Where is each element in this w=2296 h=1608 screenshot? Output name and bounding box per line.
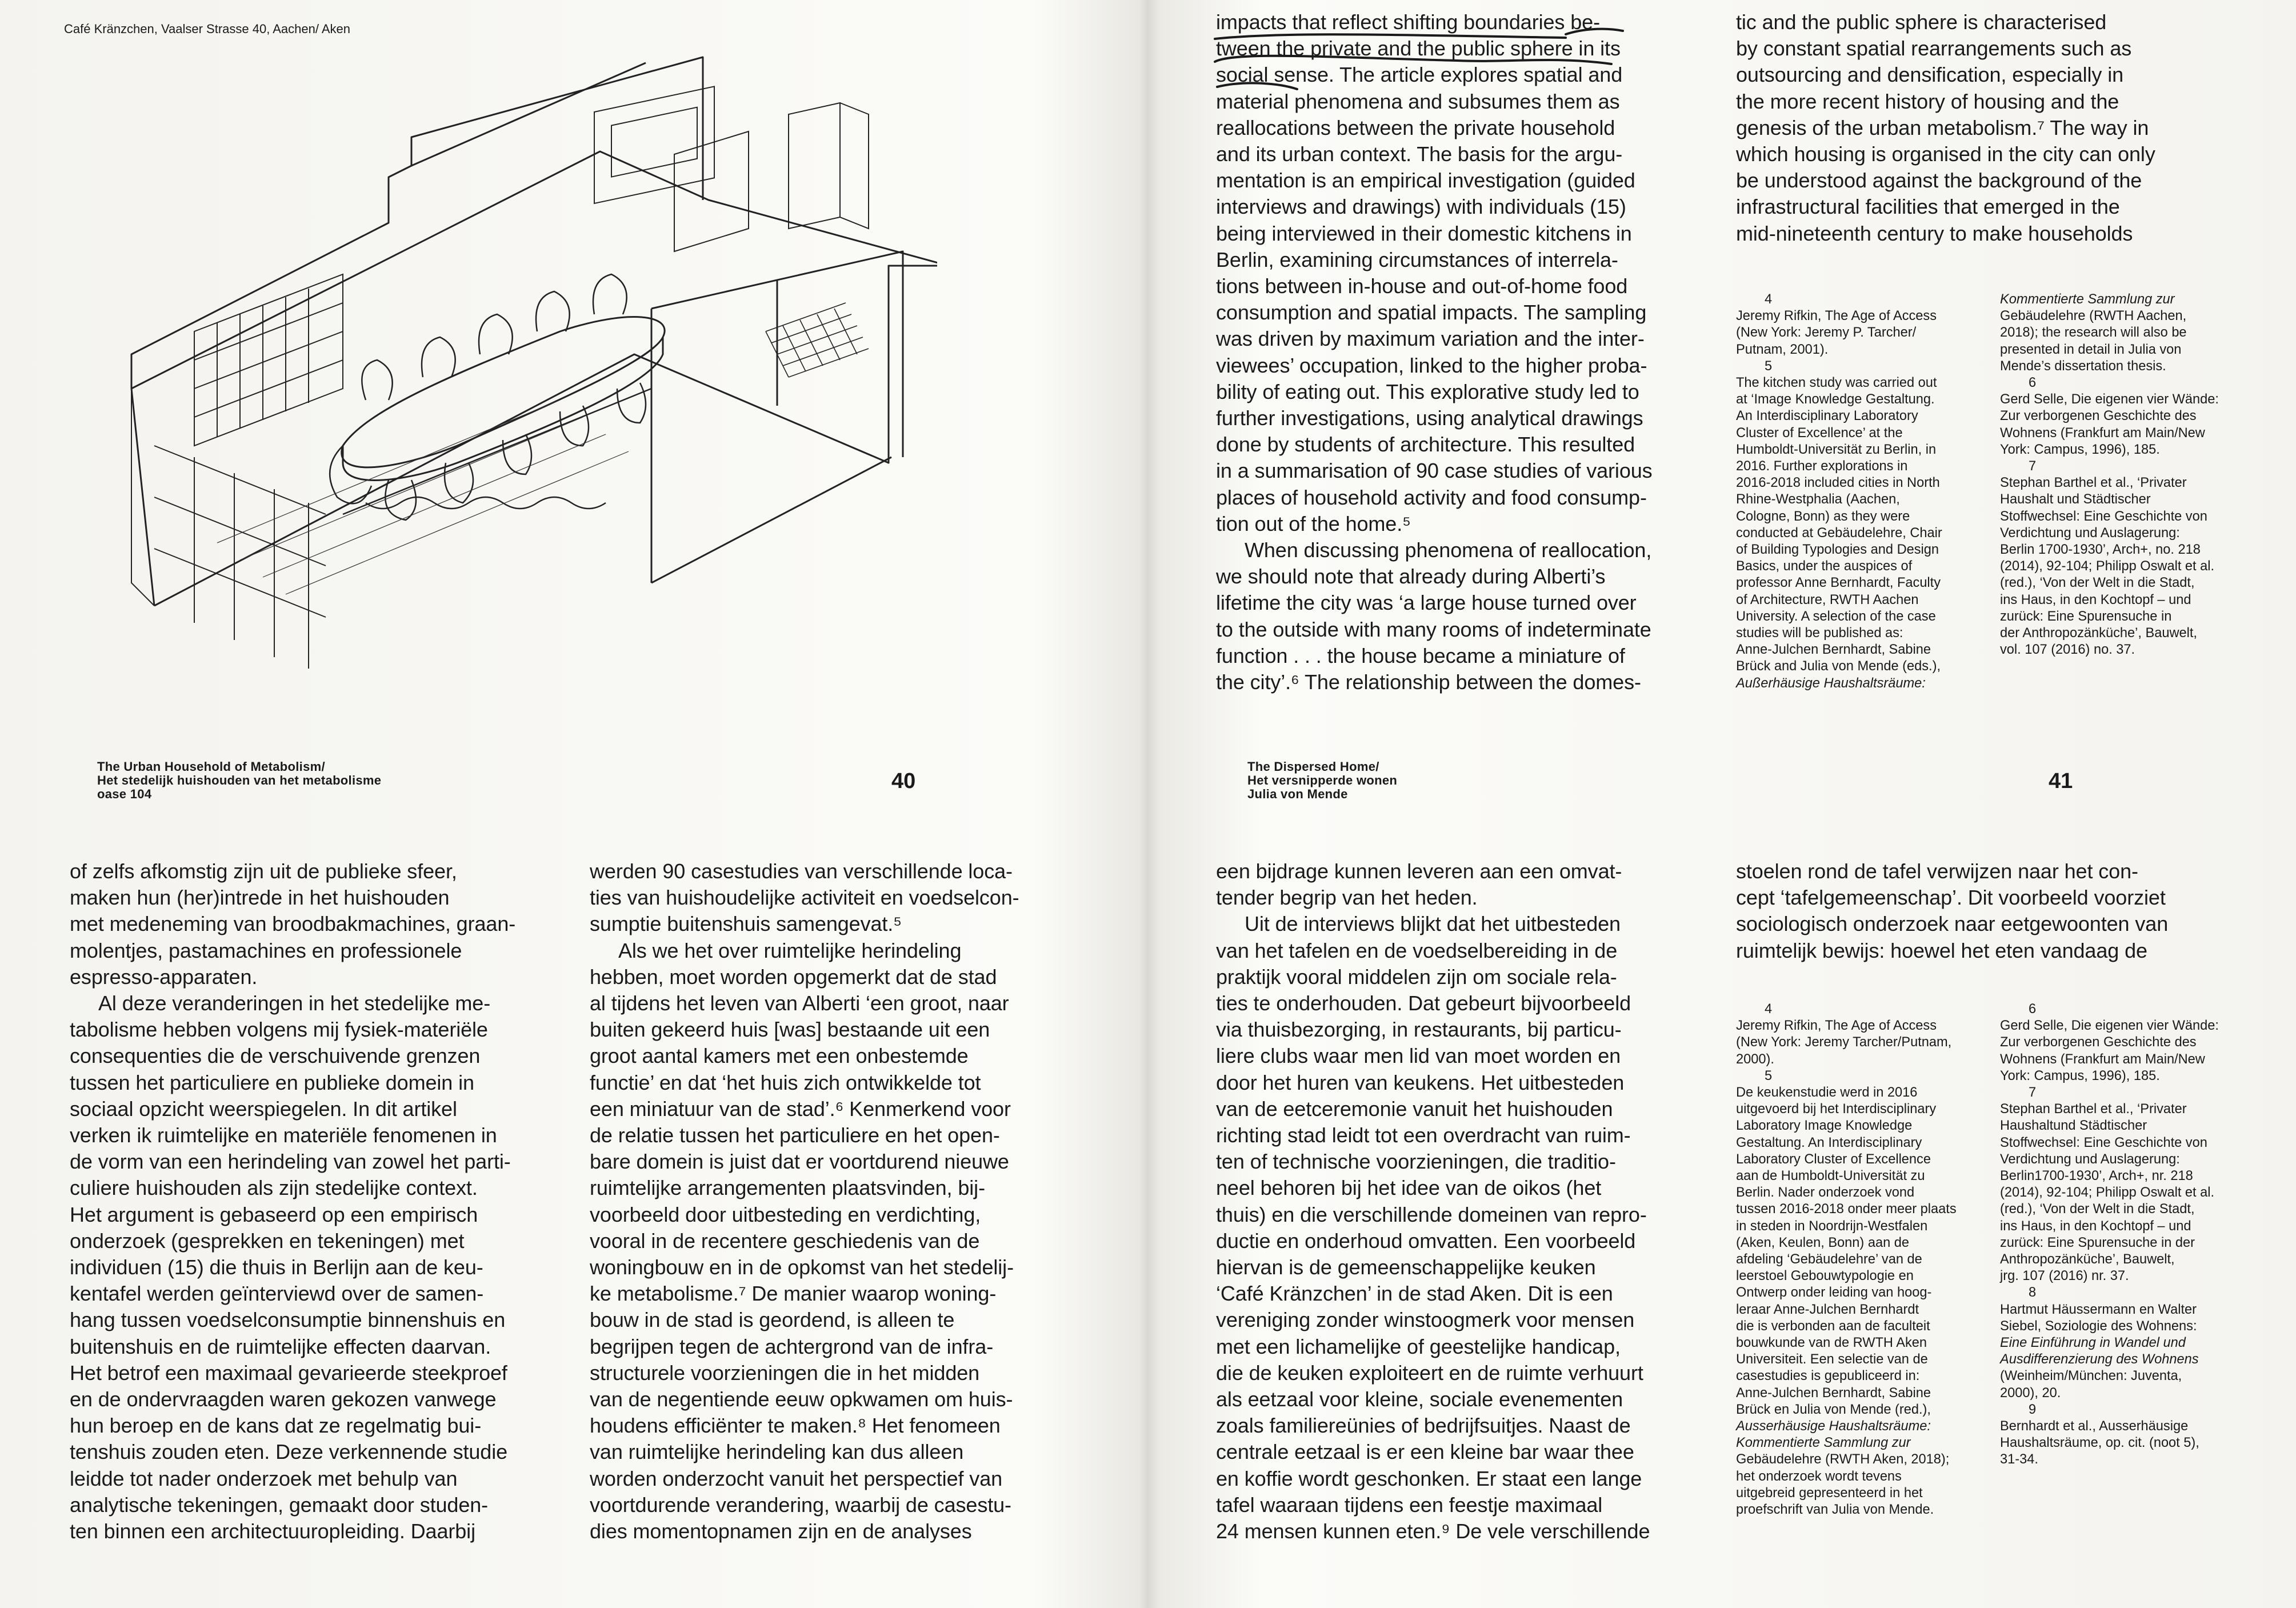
text-line: tion out of the home.⁵ — [1216, 511, 1411, 535]
text-line: tions between in-house and out-of-home food — [1216, 274, 1628, 298]
english-column-1 — [1216, 9, 1653, 695]
footnote-line: Berlin1700-1930’, Arch+, nr. 218 — [2000, 1169, 2193, 1184]
text-line: Het argument is gebaseerd op een empirisch — [70, 1202, 478, 1226]
text-line: begrijpen tegen de achtergrond van de infra- — [590, 1334, 994, 1358]
footnote-line: Cologne, Bonn) as they were — [1736, 509, 1910, 524]
footnote-line: (Weinheim/München: Juventa, — [2000, 1369, 2182, 1384]
footnote-line: ins Haus, in den Kochtopf – und — [2000, 1218, 2191, 1234]
text-line: neel behoren bij het idee van de oikos (het — [1216, 1176, 1602, 1200]
dutch-column-2 — [590, 858, 1019, 1545]
text-line: vooral in de recentere geschiedenis van de — [590, 1229, 980, 1253]
footnote-line: 2016. Further explorations in — [1736, 459, 1908, 474]
footnote-line: professor Anne Bernhardt, Faculty — [1736, 575, 1941, 591]
footnote-line: Zur verborgenen Geschichte des — [2000, 1035, 2197, 1050]
footnote-line: Mende’s dissertation thesis. — [2000, 358, 2166, 374]
footnote-line: 2016-2018 included cities in North — [1736, 475, 1940, 491]
text-line: be understood against the background of the — [1736, 169, 2142, 193]
text-line: via thuisbezorging, in restaurants, bij particu- — [1216, 1018, 1622, 1042]
nl-footnotes-col2 — [2000, 1001, 2219, 1469]
footnote-line: Verdichtung und Auslagerung: — [2000, 525, 2180, 541]
footnote-line: (red.), ‘Von der Welt in die Stadt, — [2000, 1202, 2195, 1217]
footnote-line: Kommentierte Sammlung zur — [2000, 292, 2175, 307]
footnote-number: 9 — [2029, 1402, 2037, 1417]
footnote-line: die is verbonden aan de faculteit — [1736, 1318, 1930, 1334]
text-line: hang tussen voedselconsumptie binnenshuis en — [70, 1308, 506, 1332]
text-line: onderzoek (gesprekken en tekeningen) met — [70, 1229, 465, 1253]
text-line: kentafel werden geïnterviewd over de samen- — [70, 1282, 484, 1306]
text-line: al tijdens het leven van Alberti ‘een groot, naar — [590, 991, 1009, 1015]
text-line: ten binnen een architectuuropleiding. Daarbij — [70, 1519, 475, 1543]
footnote-line: Siebel, Soziologie des Wohnens: — [2000, 1318, 2197, 1334]
text-line: and its urban context. The basis for the argu- — [1216, 142, 1623, 166]
text-line: bouw in de stad is geordend, is alleen te — [590, 1308, 955, 1332]
footnote-line: Laboratory Image Knowledge — [1736, 1118, 1913, 1134]
text-line: was driven by maximum variation and the inter- — [1216, 327, 1645, 351]
text-line: mid-nineteenth century to make households — [1736, 221, 2133, 245]
text-line: van ruimtelijke herindeling kan dus alleen — [590, 1440, 964, 1464]
text-line: thuis) en die verschillende domeinen van repro- — [1216, 1202, 1647, 1226]
text-line: stoelen rond de tafel verwijzen naar het con- — [1736, 859, 2138, 883]
text-line: voortdurende verandering, waarbij de casestu- — [590, 1493, 1011, 1517]
text-line: consequenties die de verschuivende grenzen — [70, 1044, 481, 1068]
footnote-number: 8 — [2029, 1285, 2037, 1301]
footnote-line: (red.), ‘Von der Welt in die Stadt, — [2000, 575, 2195, 591]
text-line: van het tafelen en de voedselbereiding in de — [1216, 938, 1618, 962]
text-line: door het huren van keukens. Het uitbesteden — [1216, 1070, 1625, 1094]
footnote-line: Jeremy Rifkin, The Age of Access — [1736, 309, 1937, 324]
page40-caption — [97, 760, 381, 801]
header-location: Café Kränzchen, Vaalser Strasse 40, Aachen/ Aken — [64, 22, 351, 36]
footnote-line: Jeremy Rifkin, The Age of Access — [1736, 1018, 1937, 1034]
footnote-line: Gerd Selle, Die eigenen vier Wände: — [2000, 392, 2219, 407]
text-line: met een lichamelijke of geestelijke handicap, — [1216, 1334, 1621, 1358]
text-line: praktijk vooral middelen zijn om sociale rela- — [1216, 965, 1617, 989]
text-line: richting stad leidt tot een overdracht van ruim- — [1216, 1123, 1631, 1147]
text-line: impacts that reflect shifting boundaries be- — [1216, 10, 1600, 34]
text-line: ties te onderhouden. Dat gebeurt bijvoorbeeld — [1216, 991, 1631, 1015]
footnote-line: zurück: Eine Spurensuche in der — [2000, 1235, 2195, 1250]
footnote-line: Brück en Julia von Mende (red.), — [1736, 1402, 1931, 1417]
text-line: van de negentiende eeuw opkwamen om huis- — [590, 1387, 1013, 1411]
footnote-line: leraar Anne-Julchen Bernhardt — [1736, 1302, 1919, 1317]
footnote-line: Wohnens (Frankfurt am Main/New — [2000, 1051, 2205, 1067]
text-line: individuen (15) die thuis in Berlijn aan de keu- — [70, 1255, 483, 1279]
text-line: structurele voorzieningen die in het midden — [590, 1361, 980, 1385]
text-line: ke metabolisme.⁷ De manier waarop woning- — [590, 1282, 997, 1306]
footnote-line: in steden in Noordrijn-Westfalen — [1736, 1218, 1928, 1234]
footnote-line: Stoffwechsel: Eine Geschichte von — [2000, 509, 2207, 524]
footnote-line: Bernhardt et al., Ausserhäusige — [2000, 1419, 2189, 1434]
text-line: espresso-apparaten. — [70, 965, 258, 989]
page-number-41: 41 — [2049, 769, 2073, 793]
text-line: tussen het particuliere en publieke domein in — [70, 1070, 474, 1094]
text-line: further investigations, using analytical drawings — [1216, 406, 1643, 430]
text-line: maken hun (her)intrede in het huishouden — [70, 886, 450, 910]
footnote-line: jrg. 107 (2016) nr. 37. — [2000, 1269, 2129, 1284]
text-line: vereniging zonder winstoogmerk voor mensen — [1216, 1308, 1635, 1332]
footnote-line: (New York: Jeremy Tarcher/Putnam, — [1736, 1035, 1952, 1050]
text-line: centrale eetzaal is er een kleine bar waar thee — [1216, 1440, 1634, 1464]
text-line: de relatie tussen het particuliere en het open- — [590, 1123, 1000, 1147]
footnote-line: Humboldt-Universität zu Berlin, in — [1736, 442, 1937, 457]
text-line: bility of eating out. This explorative study led to — [1216, 379, 1639, 403]
text-line: reallocations between the private household — [1216, 115, 1615, 139]
text-line: sociaal opzicht weerspiegelen. In dit artikel — [70, 1097, 457, 1121]
dutch-column-4 — [1736, 858, 2168, 964]
text-line: the more recent history of housing and the — [1736, 89, 2119, 113]
footnote-line: zurück: Eine Spurensuche in — [2000, 609, 2172, 624]
footnote-line: Gestaltung. An Interdisciplinary — [1736, 1135, 1922, 1150]
footnote-line: The kitchen study was carried out — [1736, 375, 1937, 391]
text-line: by constant spatial rearrangements such as — [1736, 37, 2132, 61]
footnote-line: Berlin 1700-1930’, Arch+, no. 218 — [2000, 542, 2201, 558]
text-line: the city’.⁶ The relationship between the domes- — [1216, 670, 1641, 694]
footnote-line: Zur verborgenen Geschichte des — [2000, 409, 2197, 424]
footnote-line: Universiteit. Een selectie van de — [1736, 1352, 1928, 1367]
footnote-line: Stephan Barthel et al., ‘Privater — [2000, 1102, 2187, 1117]
footnote-line: Ausserhäusige Haushaltsräume: — [1736, 1419, 1931, 1434]
footnote-line: Anne-Julchen Bernhardt, Sabine — [1736, 642, 1931, 658]
footnote-number: 6 — [2029, 375, 2037, 391]
text-line: Berlin, examining circumstances of interrela- — [1216, 247, 1618, 271]
text-line: ruimtelijk bewijs: hoewel het eten vandaag de — [1736, 938, 2147, 962]
text-line: de vorm van een herindeling van zowel het parti- — [70, 1150, 511, 1174]
footnote-line: Eine Einführung in Wandel und — [2000, 1335, 2186, 1351]
text-line: material phenomena and subsumes them as — [1216, 89, 1620, 113]
footnote-line: Laboratory Cluster of Excellence — [1736, 1151, 1931, 1167]
text-line: als eetzaal voor kleine, sociale evenementen — [1216, 1387, 1623, 1411]
footnote-line: 31-34. — [2000, 1452, 2038, 1467]
text-line: leidde tot nader onderzoek met behulp van — [70, 1466, 458, 1490]
footnote-number: 6 — [2029, 1002, 2037, 1017]
footnote-number: 4 — [1765, 1002, 1773, 1017]
footnote-line: der Anthropozänküche’, Bauwelt, — [2000, 626, 2197, 641]
text-line: en de ondervraagden waren gekozen vanwege — [70, 1387, 497, 1411]
text-line: of zelfs afkomstig zijn uit de publieke sfeer, — [70, 859, 457, 883]
footnote-line: Außerhäusige Haushaltsräume: — [1736, 675, 1926, 691]
footnote-number: 7 — [2029, 1085, 2037, 1101]
text-line: 24 mensen kunnen eten.⁹ De vele verschillende — [1216, 1519, 1650, 1543]
footnote-line: afdeling ‘Gebäudelehre’ van de — [1736, 1252, 1922, 1267]
text-line: to the outside with many rooms of indeterminate — [1216, 617, 1651, 641]
isometric-kitchen-drawing — [46, 11, 937, 720]
text-line: we should note that already during Alberti’s — [1216, 565, 1606, 589]
text-line: zoals familiereünies of bedrijfsuitjes. Naast de — [1216, 1414, 1631, 1438]
footnote-line: of Building Typologies and Design — [1736, 542, 1939, 558]
text-line: buitenshuis en de ruimtelijke effecten daarvan. — [70, 1334, 491, 1358]
text-line: outsourcing and densification, especially in — [1736, 63, 2124, 87]
english-column-2 — [1736, 9, 2155, 247]
en-footnotes-col2 — [2000, 291, 2219, 658]
footnote-line: (2014), 92-104; Philipp Oswalt et al. — [2000, 559, 2215, 574]
text-line: verken ik ruimtelijke en materiële fenomenen in — [70, 1123, 497, 1147]
footnote-number: 5 — [1765, 1068, 1773, 1083]
footnote-line: ins Haus, in den Kochtopf – und — [2000, 592, 2191, 607]
footnote-line: (Aken, Keulen, Bonn) aan de — [1736, 1235, 1909, 1250]
text-line: Al deze veranderingen in het stedelijke me- — [98, 991, 491, 1015]
footnote-line: presented in detail in Julia von — [2000, 342, 2182, 357]
caption-line: Het stedelijk huishouden van het metabolisme — [97, 773, 382, 787]
text-line: tender begrip van het heden. — [1216, 886, 1478, 910]
text-line: places of household activity and food consump- — [1216, 485, 1647, 509]
footnote-number: 4 — [1765, 292, 1773, 307]
text-line: ductie en onderhoud omvatten. Een voorbeeld — [1216, 1229, 1636, 1253]
text-line: Als we het over ruimtelijke herindeling — [618, 938, 962, 962]
footnote-line: Stephan Barthel et al., ‘Privater — [2000, 475, 2187, 491]
text-line: die de keuken exploiteert en de ruimte verhuurt — [1216, 1361, 1643, 1385]
text-line: woningbouw en in de opkomst van het stedelij- — [590, 1255, 1014, 1279]
footnote-line: An Interdisciplinary Laboratory — [1736, 409, 1918, 424]
footnote-line: aan de Humboldt-Universität zu — [1736, 1169, 1925, 1184]
footnote-line: De keukenstudie werd in 2016 — [1736, 1085, 1918, 1101]
footnote-line: Kommentierte Sammlung zur — [1736, 1435, 1911, 1451]
footnote-line: of Architecture, RWTH Aachen — [1736, 592, 1919, 607]
footnote-number: 7 — [2029, 459, 2037, 474]
footnote-line: University. A selection of the case — [1736, 609, 1936, 624]
footnote-line: Verdichtung und Auslagerung: — [2000, 1151, 2180, 1167]
caption-line: The Dispersed Home/ — [1247, 759, 1379, 774]
text-line: bare domein is juist dat er voortdurend nieuwe — [590, 1150, 1009, 1174]
footnote-line: Ausdifferenzierung des Wohnens — [2000, 1352, 2199, 1367]
footnote-line: Gebäudelehre (RWTH Aken, 2018); — [1736, 1452, 1950, 1467]
footnote-number: 5 — [1765, 358, 1773, 374]
text-line: groot aantal kamers met een onbestemde — [590, 1044, 969, 1068]
footnote-line: Gebäudelehre (RWTH Aachen, — [2000, 309, 2187, 324]
text-line: When discussing phenomena of reallocation, — [1245, 538, 1652, 562]
footnote-line: Haushaltund Städtischer — [2000, 1118, 2147, 1134]
dutch-column-3 — [1216, 858, 1650, 1545]
footnote-line: leerstoel Gebouwtypologie en — [1736, 1269, 1914, 1284]
text-line: een bijdrage kunnen leveren aan een omvat- — [1216, 859, 1622, 883]
text-line: function . . . the house became a miniature of — [1216, 643, 1625, 667]
text-line: cept ‘tafelgemeenschap’. Dit voorbeeld voorziet — [1736, 886, 2166, 910]
en-footnotes-col1 — [1736, 291, 1942, 692]
text-line: liere clubs waar men lid van moet worden en — [1216, 1044, 1621, 1068]
footnote-line: (2014), 92-104; Philipp Oswalt et al. — [2000, 1185, 2215, 1201]
footnote-line: 2000), 20. — [2000, 1385, 2061, 1401]
text-line: hun beroep en de kans dat ze regelmatig bui- — [70, 1414, 482, 1438]
footnote-line: studies will be published as: — [1736, 626, 1903, 641]
footnote-line: Hartmut Häussermann en Walter — [2000, 1302, 2197, 1317]
footnote-line: casestudies is gepubliceerd in: — [1736, 1369, 1920, 1384]
footnote-line: 2018); the research will also be — [2000, 325, 2187, 341]
text-line: ties van huishoudelijke activiteit en voedselcon- — [590, 886, 1019, 910]
footnote-line: Brück and Julia von Mende (eds.), — [1736, 659, 1941, 674]
text-line: which housing is organised in the city can only — [1736, 142, 2155, 166]
footnote-line: Stoffwechsel: Eine Geschichte von — [2000, 1135, 2207, 1150]
footnote-line: Wohnens (Frankfurt am Main/New — [2000, 425, 2205, 441]
text-line: molentjes, pastamachines en professionele — [70, 938, 462, 962]
text-line: functie’ en dat ‘het huis zich ontwikkelde tot — [590, 1070, 981, 1094]
footnote-line: bouwkunde van de RWTH Aken — [1736, 1335, 1927, 1351]
text-line: ten of technische voorzieningen, die traditio- — [1216, 1150, 1616, 1174]
text-line: ‘Café Kränzchen’ in de stad Aken. Dit is een — [1216, 1282, 1613, 1306]
text-line: mentation is an empirical investigation (guided — [1216, 169, 1635, 193]
page-number-40: 40 — [891, 769, 916, 793]
footnote-line: Haushalt und Städtischer — [2000, 492, 2151, 507]
text-line: met medeneming van broodbakmachines, graan- — [70, 912, 516, 936]
footnote-line: Basics, under the auspices of — [1736, 559, 1913, 574]
text-line: done by students of architecture. This resulted — [1216, 433, 1635, 457]
text-line: hiervan is de gemeenschappelijke keuken — [1216, 1255, 1596, 1279]
text-line: en koffie wordt geschonken. Er staat een lange — [1216, 1466, 1642, 1490]
caption-line: Het versnipperde wonen — [1247, 773, 1398, 787]
text-line: analytische tekeningen, gemaakt door studen- — [70, 1493, 489, 1517]
text-line: dies momentopnamen zijn en de analyses — [590, 1519, 972, 1543]
text-line: houdens efficiënter te maken.⁸ Het fenomeen — [590, 1414, 1001, 1438]
text-line: sociologisch onderzoek naar eetgewoonten van — [1736, 912, 2169, 936]
text-line: culiere huishouden als zijn stedelijke context. — [70, 1176, 478, 1200]
footnote-line: Berlin. Nader onderzoek vond — [1736, 1185, 1915, 1201]
pen-underline-mark — [1211, 11, 1646, 97]
caption-line: The Urban Household of Metabolism/ — [97, 759, 325, 774]
footnote-line: proefschrift van Julia von Mende. — [1736, 1502, 1934, 1518]
text-line: ruimtelijke arrangementen plaatsvinden, bij- — [590, 1176, 985, 1200]
footnote-line: Haushaltsräume, op. cit. (noot 5), — [2000, 1435, 2199, 1451]
page41-caption — [1247, 760, 1397, 801]
text-line: Uit de interviews blijkt dat het uitbesteden — [1245, 912, 1621, 936]
footnote-line: Ontwerp onder leiding van hoog- — [1736, 1285, 1932, 1301]
text-line: een miniatuur van de stad’.⁶ Kenmerkend voor — [590, 1097, 1011, 1121]
footnote-line: uitgebreid gepresenteerd in het — [1736, 1485, 1923, 1501]
text-line: werden 90 casestudies van verschillende loca- — [590, 859, 1013, 883]
caption-line: oase 104 — [97, 787, 152, 801]
text-line: lifetime the city was ‘a large house turned over — [1216, 591, 1637, 615]
text-line: social sense. The article explores spatial and — [1216, 63, 1623, 87]
footnote-line: at ‘Image Knowledge Gestaltung. — [1736, 392, 1935, 407]
footnote-line: het onderzoek wordt tevens — [1736, 1469, 1902, 1484]
footnote-line: 2000). — [1736, 1051, 1774, 1067]
text-line: genesis of the urban metabolism.⁷ The way in — [1736, 115, 2149, 139]
text-line: consumption and spatial impacts. The sampling — [1216, 301, 1647, 325]
text-line: sumptie buitenshuis samengevat.⁵ — [590, 912, 902, 936]
footnote-line: Cluster of Excellence’ at the — [1736, 425, 1903, 441]
text-line: tafel waaraan tijdens een feestje maximaal — [1216, 1493, 1603, 1517]
text-line: buiten gekeerd huis [was] bestaande uit een — [590, 1018, 990, 1042]
dutch-column-1 — [70, 858, 515, 1545]
text-line: tenshuis zouden eten. Deze verkennende studie — [70, 1440, 508, 1464]
nl-footnotes-col1 — [1736, 1001, 1957, 1518]
footnote-line: Rhine-Westphalia (Aachen, — [1736, 492, 1900, 507]
footnote-line: conducted at Gebäudelehre, Chair — [1736, 525, 1942, 541]
text-line: infrastructural facilities that emerged in the — [1736, 195, 2120, 219]
text-line: van de eetceremonie vanuit het huishouden — [1216, 1097, 1613, 1121]
text-line: tween the private and the public sphere in its — [1216, 37, 1621, 61]
footnote-line: vol. 107 (2016) no. 37. — [2000, 642, 2135, 658]
footnote-line: uitgevoerd bij het Interdisciplinary — [1736, 1102, 1937, 1117]
footnote-line: Anthropozänküche’, Bauwelt, — [2000, 1252, 2175, 1267]
text-line: hebben, moet worden opgemerkt dat de stad — [590, 965, 997, 989]
text-line: viewees’ occupation, linked to the higher proba- — [1216, 353, 1647, 377]
caption-line: Julia von Mende — [1247, 787, 1348, 801]
footnote-line: Anne-Julchen Bernhardt, Sabine — [1736, 1385, 1931, 1401]
text-line: voorbeeld door uitbesteding en verdichting, — [590, 1202, 981, 1226]
text-line: tabolisme hebben volgens mij fysiek-materiële — [70, 1018, 488, 1042]
footnote-line: (New York: Jeremy P. Tarcher/ — [1736, 325, 1917, 341]
text-line: tic and the public sphere is characterised — [1736, 10, 2107, 34]
text-line: interviews and drawings) with individuals (15) — [1216, 195, 1626, 219]
text-line: worden onderzocht vanuit het perspectief van — [590, 1466, 1003, 1490]
footnote-line: York: Campus, 1996), 185. — [2000, 1068, 2160, 1083]
footnote-line: Gerd Selle, Die eigenen vier Wände: — [2000, 1018, 2219, 1034]
text-line: in a summarisation of 90 case studies of various — [1216, 459, 1653, 483]
text-line: being interviewed in their domestic kitchens in — [1216, 221, 1632, 245]
text-line: Het betrof een maximaal gevarieerde steekproef — [70, 1361, 507, 1385]
footnote-line: Putnam, 2001). — [1736, 342, 1829, 357]
footnote-line: York: Campus, 1996), 185. — [2000, 442, 2160, 457]
footnote-line: tussen 2016-2018 onder meer plaats — [1736, 1202, 1957, 1217]
